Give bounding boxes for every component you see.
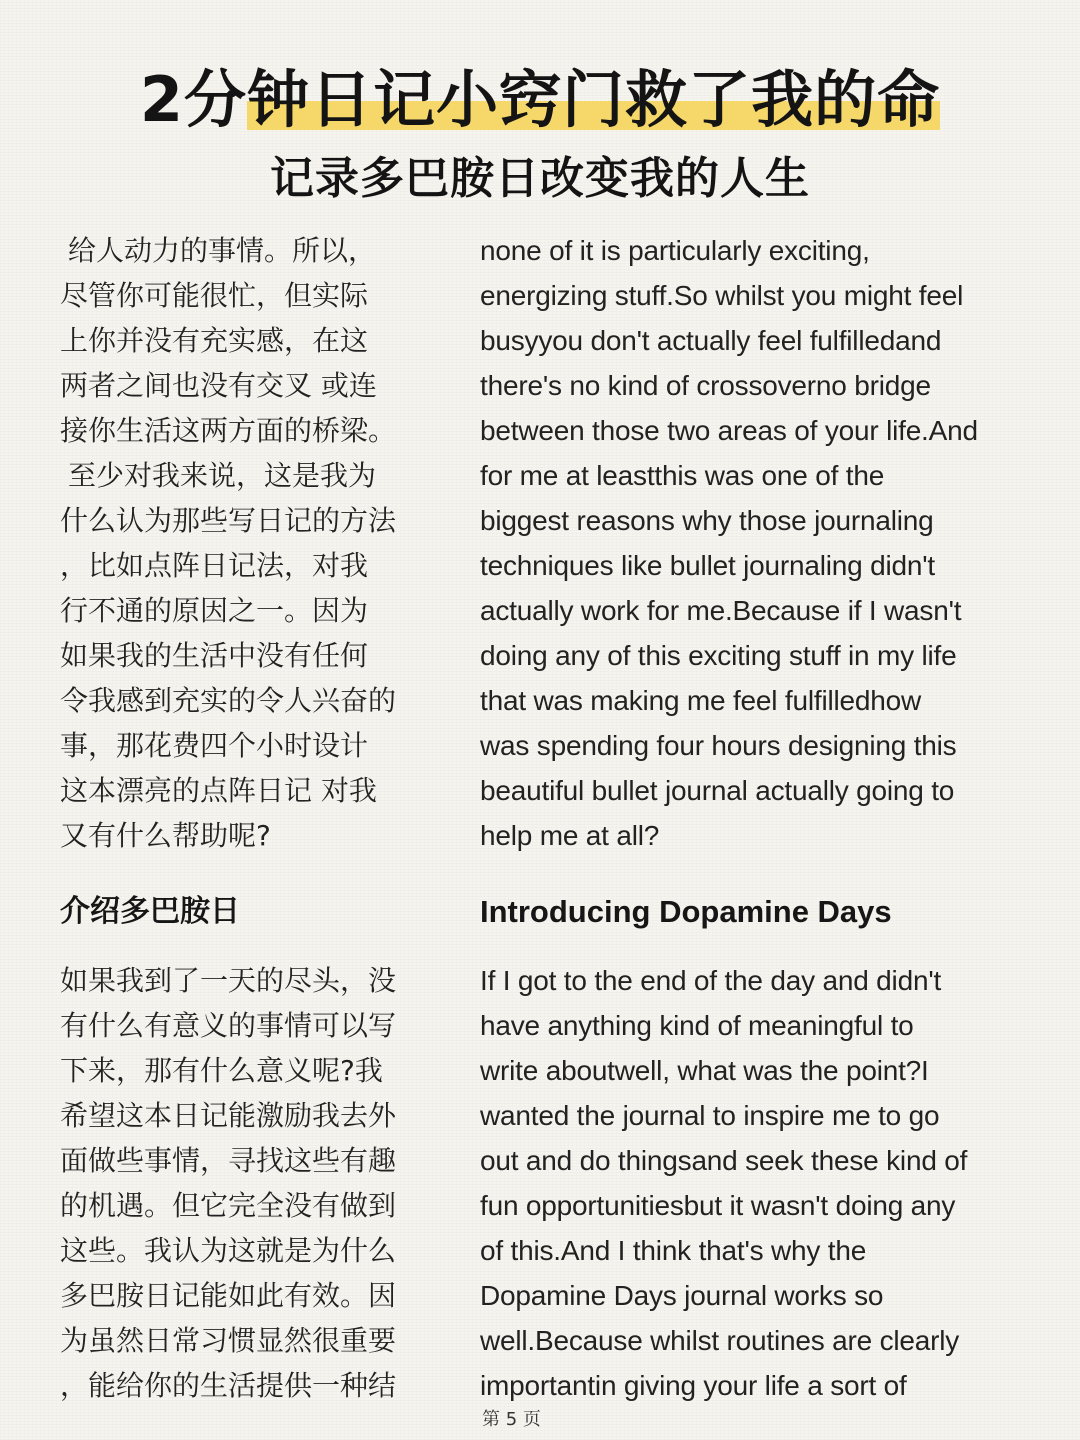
en-line: out and do thingsand seek these kind of bbox=[480, 1145, 968, 1176]
cn-line: 下来，那有什么意义呢?我 bbox=[60, 1054, 383, 1087]
cn-line: ，能给你的生活提供一种结 bbox=[60, 1369, 397, 1402]
cn-line: 面做些事情，寻找这些有趣 bbox=[60, 1144, 397, 1177]
en-line: beautiful bullet journal actually going to bbox=[480, 775, 955, 806]
en-line: there's no kind of crossoverno bridge bbox=[480, 370, 931, 401]
section1-english-column bbox=[480, 228, 1055, 858]
cn-line: 事，那花费四个小时设计 bbox=[60, 729, 369, 762]
cn-line: 如果我到了一天的尽头，没 bbox=[60, 964, 397, 997]
cn-line: 希望这本日记能激励我去外 bbox=[60, 1099, 397, 1132]
cn-line: 有什么有意义的事情可以写 bbox=[60, 1009, 397, 1042]
en-line: write aboutwell, what was the point?I bbox=[480, 1055, 929, 1086]
cn-line: 行不通的原因之一。因为 bbox=[60, 594, 369, 627]
en-line: actually work for me.Because if I wasn't bbox=[480, 595, 962, 626]
title-highlight: 钟日记小窍门救了我的命 bbox=[247, 63, 941, 136]
cn-line: 如果我的生活中没有任何 bbox=[60, 639, 369, 672]
section1-chinese-column bbox=[60, 228, 430, 858]
en-line: Dopamine Days journal works so bbox=[480, 1280, 884, 1311]
title-block bbox=[0, 58, 1080, 142]
en-line: for me at leastthis was one of the bbox=[480, 460, 885, 491]
en-line: wanted the journal to inspire me to go bbox=[480, 1100, 940, 1131]
cn-line: ，比如点阵日记法，对我 bbox=[60, 549, 369, 582]
cn-line: 的机遇。但它完全没有做到 bbox=[60, 1189, 397, 1222]
en-line: none of it is particularly exciting, bbox=[480, 235, 870, 266]
page-number: 第 5 页 bbox=[482, 1409, 541, 1430]
en-line: between those two areas of your life.And bbox=[480, 415, 978, 446]
en-line: was spending four hours designing this bbox=[480, 730, 957, 761]
en-line: busyyou don't actually feel fulfilledand bbox=[480, 325, 942, 356]
en-line: fun opportunitiesbut it wasn't doing any bbox=[480, 1190, 956, 1221]
page-subtitle: 记录多巴胺日改变我的人生 bbox=[270, 153, 810, 204]
section2-heading-english: Introducing Dopamine Days bbox=[480, 894, 892, 929]
cn-line: 尽管你可能很忙，但实际 bbox=[60, 279, 369, 312]
cn-line: 又有什么帮助呢? bbox=[60, 819, 271, 852]
cn-line: 这些。我认为这就是为什么 bbox=[60, 1234, 397, 1267]
en-line: have anything kind of meaningful to bbox=[480, 1010, 914, 1041]
en-line: help me at all? bbox=[480, 820, 660, 851]
en-line: biggest reasons why those journaling bbox=[480, 505, 934, 536]
cn-line: 什么认为那些写日记的方法 bbox=[60, 504, 397, 537]
en-line: importantin giving your life a sort of bbox=[480, 1370, 907, 1401]
cn-line: 这本漂亮的点阵日记 对我 bbox=[60, 774, 377, 807]
section2-chinese-column bbox=[60, 958, 430, 1408]
en-line: energizing stuff.So whilst you might feel bbox=[480, 280, 964, 311]
cn-line: 给人动力的事情。所以， bbox=[68, 234, 377, 267]
cn-line: 多巴胺日记能如此有效。因 bbox=[60, 1279, 397, 1312]
cn-line: 令我感到充实的令人兴奋的 bbox=[60, 684, 397, 717]
en-line: techniques like bullet journaling didn't bbox=[480, 550, 935, 581]
en-line: doing any of this exciting stuff in my life bbox=[480, 640, 957, 671]
cn-line: 两者之间也没有交叉 或连 bbox=[60, 369, 377, 402]
section2-english-column bbox=[480, 958, 1055, 1408]
en-line: If I got to the end of the day and didn't bbox=[480, 965, 942, 996]
en-line: well.Because whilst routines are clearly bbox=[480, 1325, 960, 1356]
section2-heading-chinese: 介绍多巴胺日 bbox=[60, 894, 240, 929]
cn-line: 至少对我来说，这是我为 bbox=[68, 459, 377, 492]
en-line: that was making me feel fulfilledhow bbox=[480, 685, 922, 716]
page-title bbox=[140, 58, 940, 142]
title-prefix: 2分 bbox=[139, 63, 248, 136]
en-line: of this.And I think that's why the bbox=[480, 1235, 867, 1266]
cn-line: 为虽然日常习惯显然很重要 bbox=[60, 1324, 397, 1357]
cn-line: 接你生活这两方面的桥梁。 bbox=[60, 414, 397, 447]
cn-line: 上你并没有充实感，在这 bbox=[60, 324, 369, 357]
